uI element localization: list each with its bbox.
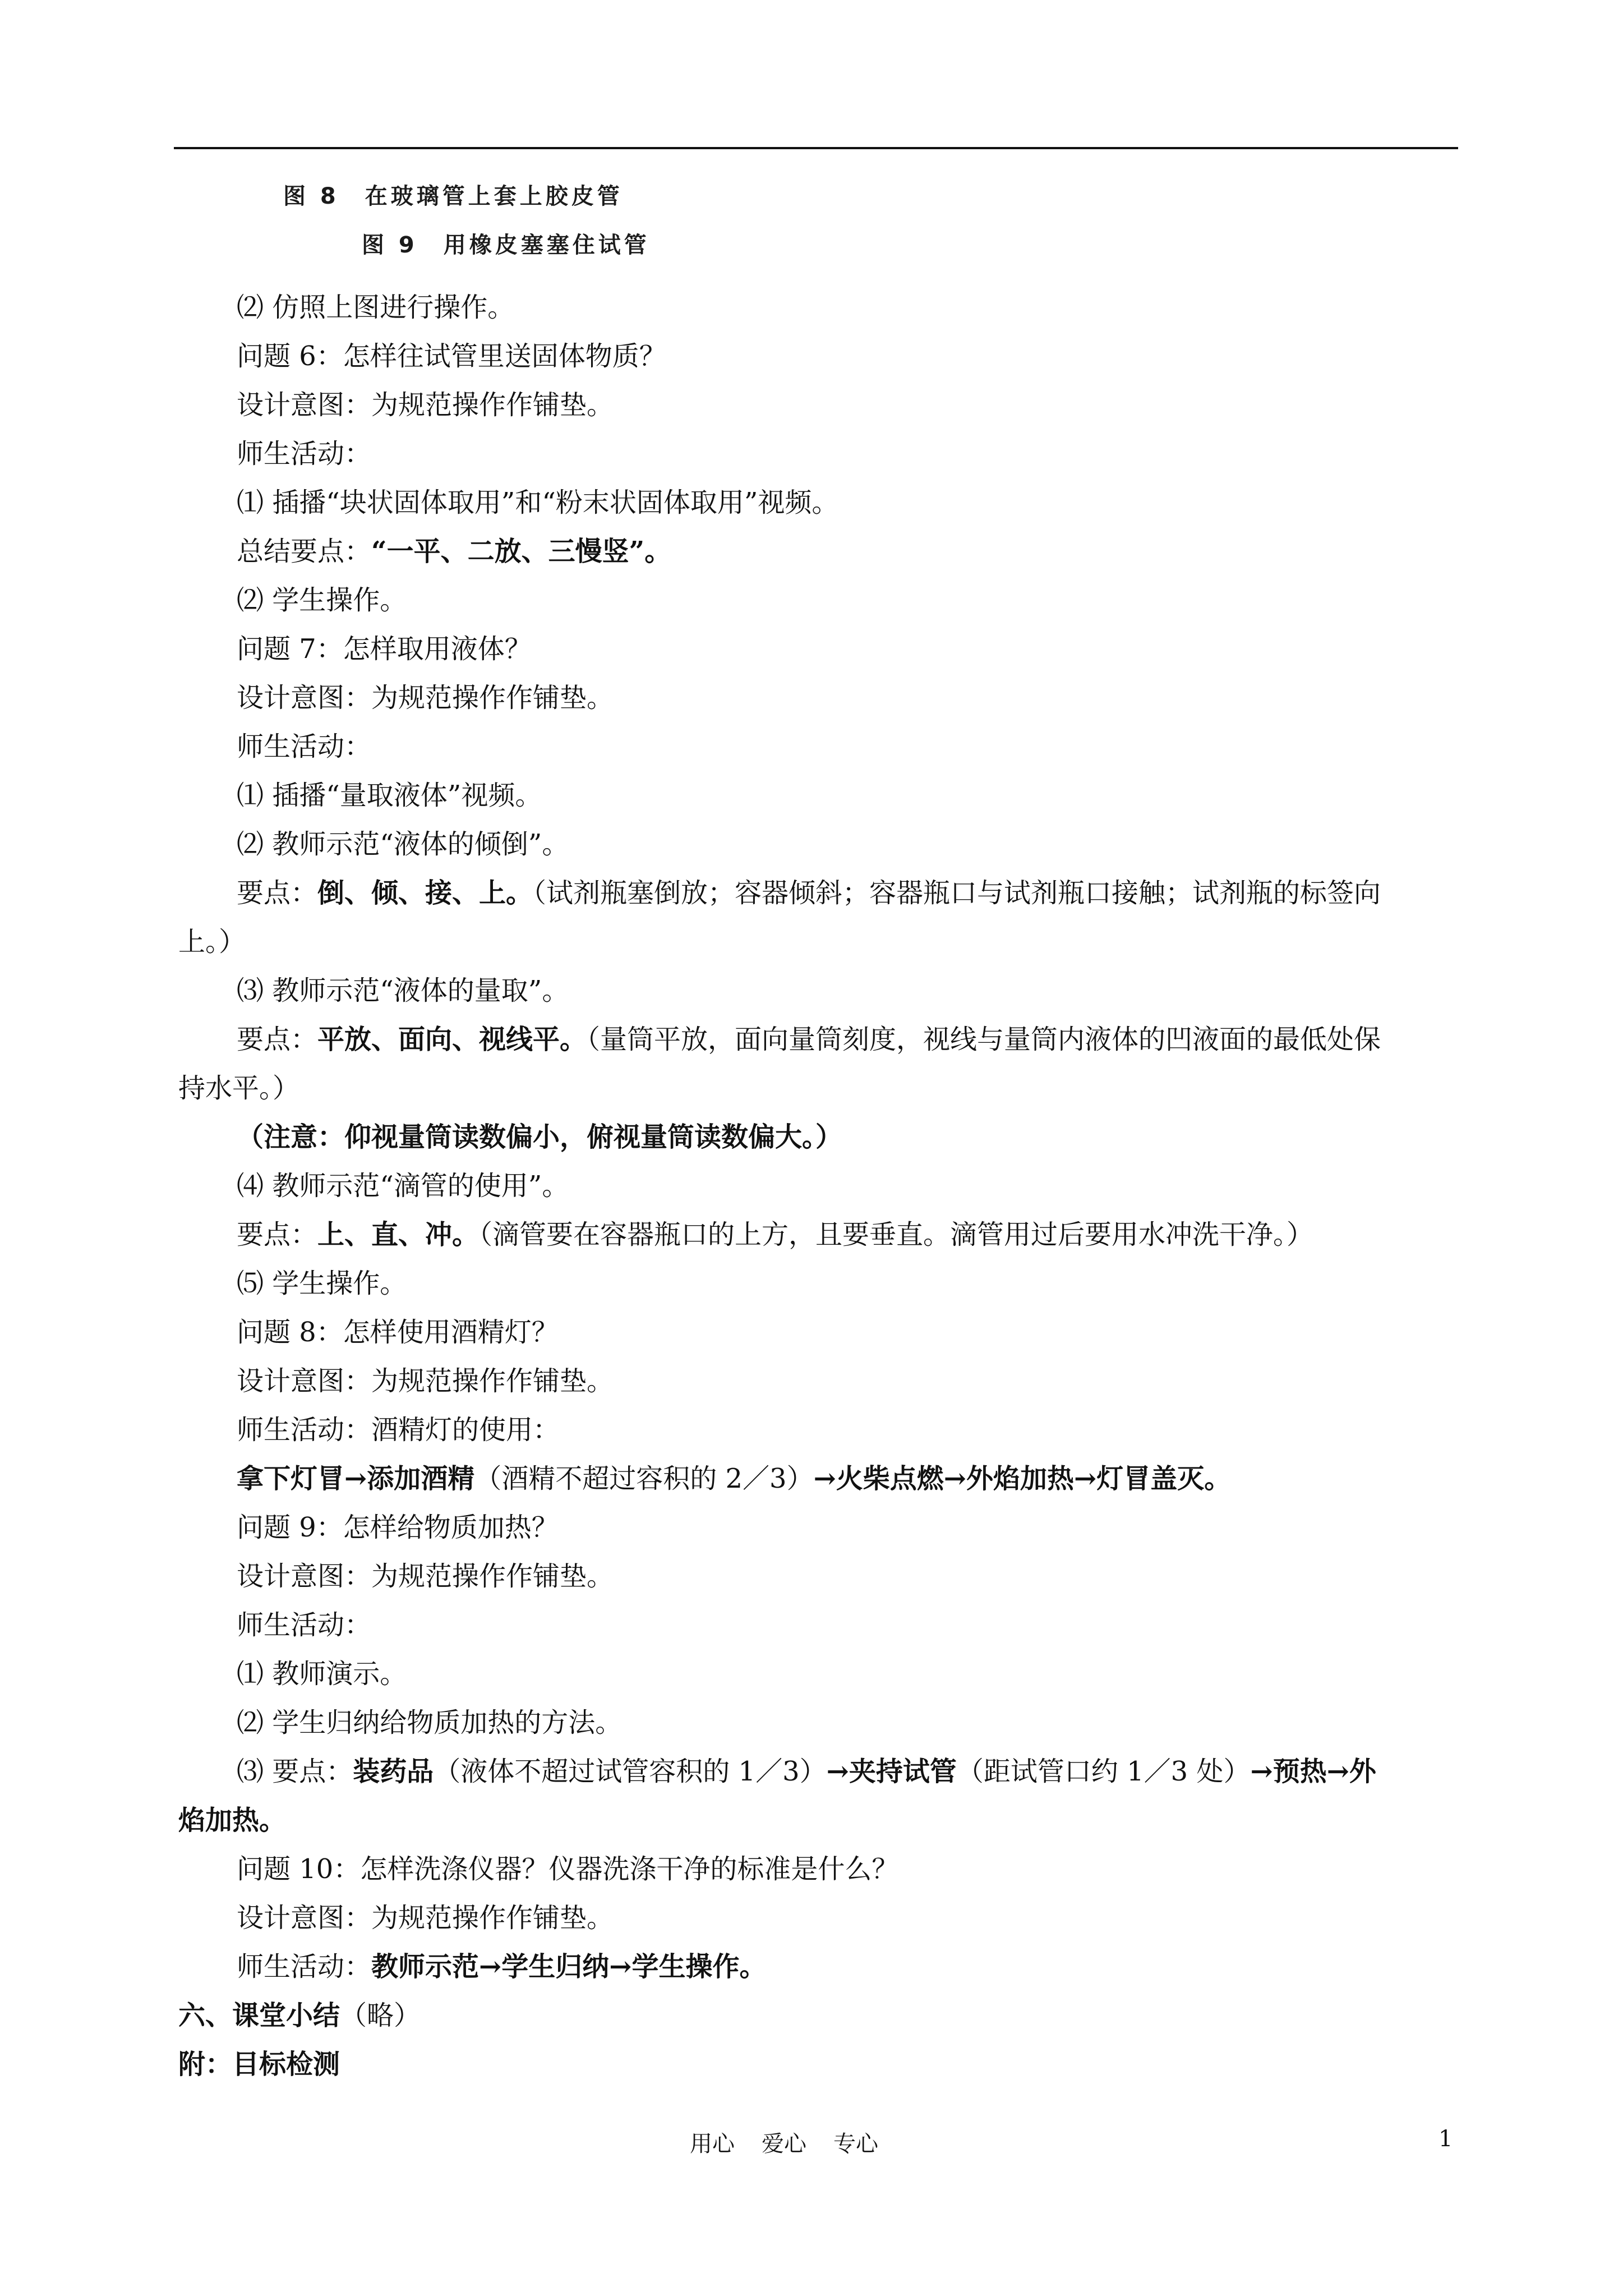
text-line: 总结要点：“一平、二放、三慢竖”。 (237, 536, 672, 567)
text-line: 问题 7：怎样取用液体？ (237, 633, 532, 665)
section-heading: 六、课堂小结（略） (178, 2000, 421, 2031)
text-line: 师生活动：教师示范→学生归纳→学生操作。 (237, 1951, 767, 1982)
text-line: ⑵ 学生归纳给物质加热的方法。 (237, 1707, 623, 1738)
text-line: ⑴ 教师演示。 (237, 1658, 407, 1690)
text-line: 师生活动： (237, 731, 372, 762)
text-line: 设计意图：为规范操作作铺垫。 (237, 1902, 614, 1934)
page-number: 1 (1438, 2126, 1453, 2152)
text-line: 要点：倒、倾、接、上。（试剂瓶塞倒放；容器倾斜；容器瓶口与试剂瓶口接触；试剂瓶的标签向 (237, 877, 1381, 909)
note-line: （注意：仰视量筒读数偏小，俯视量筒读数偏大。） (237, 1121, 843, 1153)
text-line: 设计意图：为规范操作作铺垫。 (237, 1561, 614, 1592)
text-line: ⑷ 教师示范“滴管的使用”。 (237, 1170, 569, 1202)
footer-text: 爱心 (762, 2131, 806, 2157)
figure-caption-8: 图 8 在玻璃管上套上胶皮管 (283, 183, 623, 209)
header-rule (174, 147, 1458, 149)
text-line: 问题 9：怎样给物质加热？ (237, 1512, 559, 1543)
figure-caption-9: 图 9 用橡皮塞塞住试管 (362, 232, 650, 258)
text-line: ⑶ 教师示范“液体的量取”。 (237, 975, 569, 1006)
footer-text: 用心 (690, 2131, 735, 2157)
footer-text: 专心 (833, 2131, 878, 2157)
text-line: 上。） (178, 926, 246, 958)
page-footer (690, 2126, 905, 2158)
text-line: ⑴ 插播“块状固体取用”和“粉末状固体取用”视频。 (237, 487, 839, 518)
text-line: ⑶ 要点：装药品（液体不超过试管容积的 1／3）→夹持试管（距试管口约 1／3 处）→预热→外 (237, 1756, 1376, 1787)
text-line: 问题 10：怎样洗涤仪器？仪器洗涤干净的标准是什么？ (237, 1853, 899, 1885)
text-line: ⑸ 学生操作。 (237, 1268, 407, 1299)
text-line: ⑵ 仿照上图进行操作。 (237, 292, 515, 323)
text-line: ⑴ 插播“量取液体”视频。 (237, 780, 542, 811)
text-line: 师生活动： (237, 1609, 372, 1641)
text-line: 设计意图：为规范操作作铺垫。 (237, 1365, 614, 1397)
text-line: 师生活动：酒精灯的使用： (237, 1414, 560, 1446)
text-line: 设计意图：为规范操作作铺垫。 (237, 682, 614, 714)
section-heading: 附：目标检测 (178, 2049, 340, 2080)
text-line: 要点：上、直、冲。（滴管要在容器瓶口的上方，且要垂直。滴管用过后要用水冲洗干净。） (237, 1219, 1314, 1250)
text-line: ⑵ 学生操作。 (237, 585, 407, 616)
text-line: ⑵ 教师示范“液体的倾倒”。 (237, 829, 569, 860)
text-line: 要点：平放、面向、视线平。（量筒平放，面向量筒刻度，视线与量筒内液体的凹液面的最低处保 (237, 1024, 1381, 1055)
text-line: 设计意图：为规范操作作铺垫。 (237, 389, 614, 421)
text-line: 焰加热。 (178, 1805, 287, 1836)
text-line: 问题 6：怎样往试管里送固体物质？ (237, 341, 666, 372)
text-line: 师生活动： (237, 438, 372, 470)
text-line: 拿下灯冒→添加酒精（酒精不超过容积的 2／3）→火柴点燃→外焰加热→灯冒盖灭。 (237, 1463, 1232, 1494)
text-line: 问题 8：怎样使用酒精灯？ (237, 1317, 559, 1348)
text-line: 持水平。） (178, 1073, 300, 1104)
